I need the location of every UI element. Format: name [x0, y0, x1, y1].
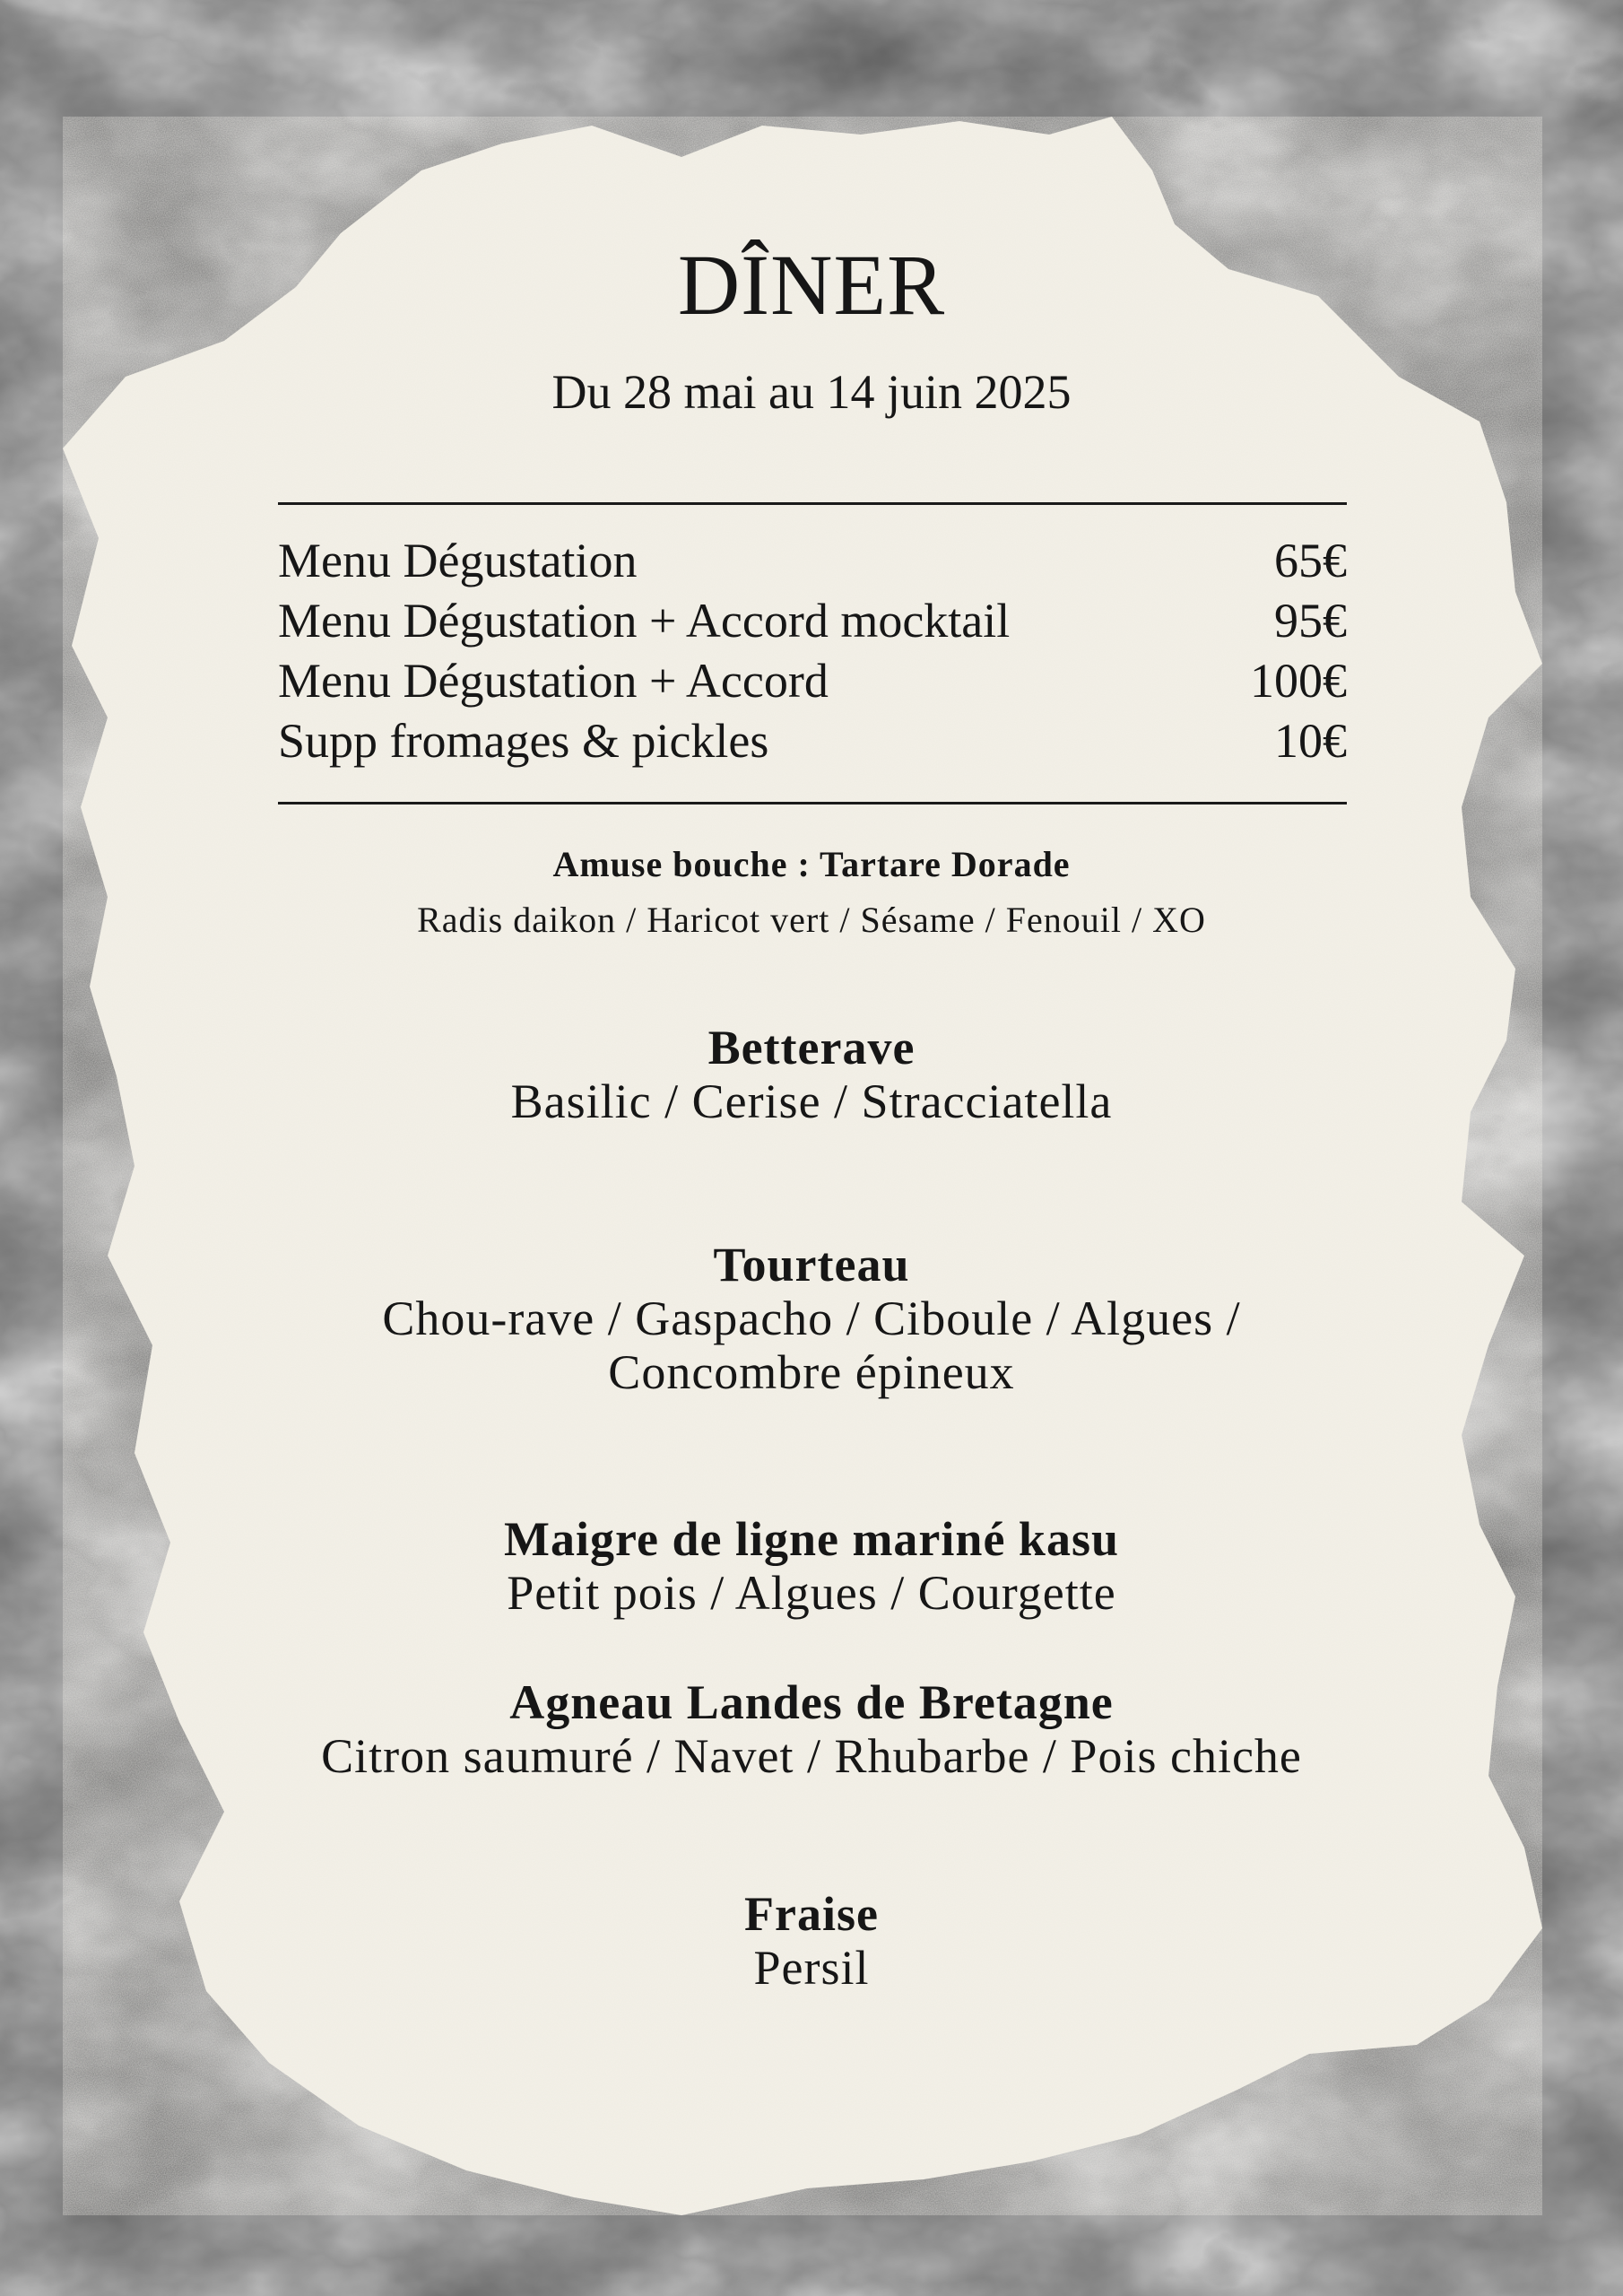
course-maigre	[179, 1512, 1444, 1620]
price-row	[278, 591, 1347, 651]
amuse-bouche-title: Amuse bouche : Tartare Dorade	[552, 844, 1071, 884]
course-agneau	[179, 1675, 1444, 1783]
course-name: Fraise	[744, 1887, 879, 1941]
course-name: Maigre de ligne mariné kasu	[504, 1512, 1119, 1566]
course-name: Tourteau	[713, 1238, 910, 1292]
course-description: Chou-rave / Gaspacho / Ciboule / Algues /	[382, 1292, 1241, 1345]
price-label: Menu Dégustation + Accord mocktail	[278, 594, 1011, 648]
course-description: Petit pois / Algues / Courgette	[507, 1566, 1116, 1620]
price-row	[278, 651, 1347, 711]
menu-title: DÎNER	[677, 237, 946, 333]
price-value: 10€	[1274, 714, 1347, 768]
price-row	[278, 531, 1347, 591]
course-name: Agneau Landes de Bretagne	[509, 1675, 1114, 1729]
course-betterave	[179, 1021, 1444, 1128]
course-description: Citron saumuré / Navet / Rhubarbe / Pois chiche	[321, 1729, 1302, 1783]
course-fraise	[179, 1887, 1444, 1995]
price-value: 95€	[1274, 594, 1347, 648]
course-name: Betterave	[707, 1021, 916, 1074]
price-label: Supp fromages & pickles	[278, 714, 769, 768]
top-divider	[278, 502, 1347, 505]
course-description: Basilic / Cerise / Stracciatella	[510, 1074, 1113, 1128]
price-list	[278, 531, 1347, 771]
amuse-bouche-description: Radis daikon / Haricot vert / Sésame / Fenouil / XO	[417, 900, 1206, 940]
course-description: Concombre épineux	[608, 1345, 1015, 1399]
price-value: 65€	[1274, 534, 1347, 587]
bottom-divider	[278, 802, 1347, 804]
course-tourteau	[179, 1238, 1444, 1399]
price-row	[278, 711, 1347, 771]
price-label: Menu Dégustation	[278, 534, 638, 587]
price-value: 100€	[1250, 654, 1347, 708]
price-label: Menu Dégustation + Accord	[278, 654, 829, 708]
course-description: Persil	[753, 1941, 870, 1995]
menu-dates: Du 28 mai au 14 juin 2025	[551, 365, 1072, 419]
